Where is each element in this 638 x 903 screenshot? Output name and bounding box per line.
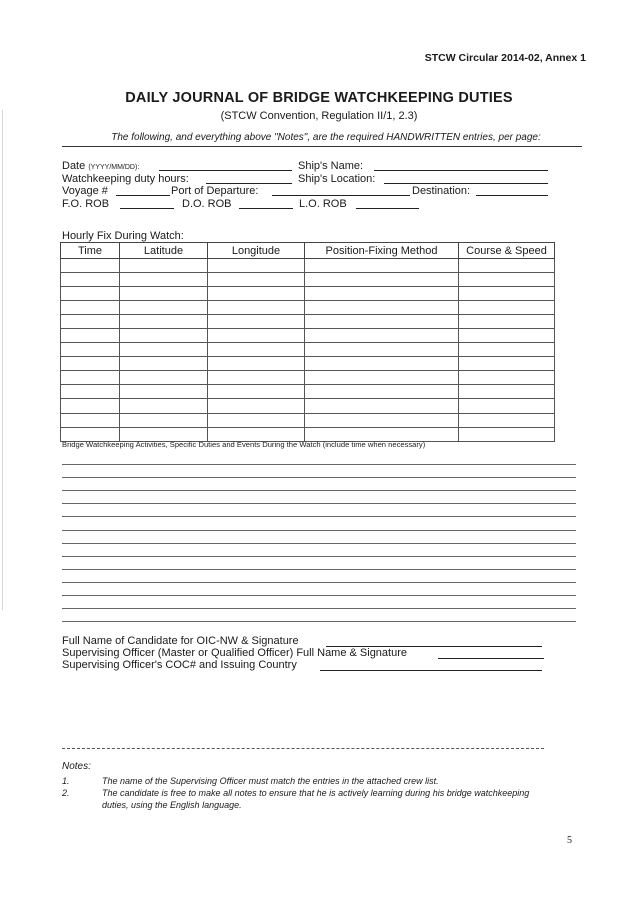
table-cell[interactable] (305, 315, 459, 329)
table-cell[interactable] (208, 427, 305, 441)
table-cell[interactable] (61, 259, 120, 273)
form-title: DAILY JOURNAL OF BRIDGE WATCHKEEPING DUTIES (125, 90, 513, 106)
activity-writing-line[interactable] (62, 595, 576, 596)
date-field[interactable] (159, 170, 292, 171)
table-cell[interactable] (208, 413, 305, 427)
table-cell[interactable] (459, 301, 555, 315)
activity-writing-line[interactable] (62, 530, 576, 531)
date-format-label: (YYYY/MM/DD): (88, 164, 140, 171)
form-subtitle: (STCW Convention, Regulation II/1, 2.3) (220, 110, 418, 122)
table-cell[interactable] (459, 329, 555, 343)
table-cell[interactable] (61, 357, 120, 371)
table-row (61, 371, 555, 385)
table-row (61, 273, 555, 287)
table-cell[interactable] (120, 329, 208, 343)
table-row (61, 385, 555, 399)
table-cell[interactable] (208, 259, 305, 273)
table-cell[interactable] (61, 315, 120, 329)
table-cell[interactable] (305, 427, 459, 441)
activity-writing-line[interactable] (62, 582, 576, 583)
field-row-voyage (62, 185, 562, 198)
table-cell[interactable] (120, 301, 208, 315)
activity-writing-line[interactable] (62, 464, 576, 465)
table-cell[interactable] (459, 357, 555, 371)
table-cell[interactable] (208, 329, 305, 343)
table-cell[interactable] (61, 301, 120, 315)
supervisor-signature-field[interactable] (438, 658, 544, 659)
ships-location-field[interactable] (384, 183, 548, 184)
table-cell[interactable] (120, 343, 208, 357)
column-header-method: Position-Fixing Method (305, 243, 459, 259)
lo-rob-label: L.O. ROB (299, 197, 347, 210)
table-cell[interactable] (208, 371, 305, 385)
ships-name-field[interactable] (374, 170, 548, 171)
table-cell[interactable] (459, 413, 555, 427)
activities-label: Bridge Watchkeeping Activities, Specific Duties and Events During the Watch (include time when necessary) (62, 440, 426, 449)
activity-writing-line[interactable] (62, 516, 576, 517)
table-cell[interactable] (459, 343, 555, 357)
table-row (61, 315, 555, 329)
table-cell[interactable] (61, 343, 120, 357)
port-departure-label: Port of Departure: (171, 185, 259, 197)
date-label: Date (62, 160, 86, 172)
table-cell[interactable] (305, 413, 459, 427)
table-row (61, 399, 555, 413)
table-cell[interactable] (61, 329, 120, 343)
table-cell[interactable] (120, 259, 208, 273)
column-header-course-speed: Course & Speed (459, 243, 555, 259)
notes-divider (62, 748, 544, 749)
table-row (61, 329, 555, 343)
table-cell[interactable] (120, 287, 208, 301)
table-cell[interactable] (305, 357, 459, 371)
table-cell[interactable] (459, 273, 555, 287)
hourly-fix-rows (61, 259, 555, 442)
table-cell[interactable] (61, 413, 120, 427)
table-cell[interactable] (208, 273, 305, 287)
table-cell[interactable] (305, 259, 459, 273)
table-cell[interactable] (208, 399, 305, 413)
candidate-signature-label: Full Name of Candidate for OIC-NW & Signature (62, 635, 299, 647)
note-number: 2. (62, 788, 70, 798)
table-cell[interactable] (61, 427, 120, 441)
table-row (61, 301, 555, 315)
watch-hours-field[interactable] (206, 183, 292, 184)
table-cell[interactable] (208, 385, 305, 399)
table-cell[interactable] (208, 315, 305, 329)
field-row-hours (62, 173, 562, 186)
voyage-field[interactable] (116, 195, 170, 196)
fo-rob-label: F.O. ROB (62, 197, 110, 210)
table-cell[interactable] (459, 427, 555, 441)
voyage-details (62, 160, 562, 210)
activity-writing-line[interactable] (62, 621, 576, 622)
do-rob-label: D.O. ROB (182, 197, 232, 210)
table-cell[interactable] (305, 301, 459, 315)
table-cell[interactable] (61, 287, 120, 301)
table-cell[interactable] (305, 399, 459, 413)
activity-writing-line[interactable] (62, 503, 576, 504)
table-row (61, 357, 555, 371)
table-cell[interactable] (120, 427, 208, 441)
activity-writing-line[interactable] (62, 543, 576, 544)
table-cell[interactable] (208, 343, 305, 357)
lo-rob-field[interactable] (356, 208, 419, 209)
table-cell[interactable] (61, 273, 120, 287)
voyage-label: Voyage # (62, 185, 108, 197)
ships-location-label: Ship's Location: (298, 172, 376, 185)
page-number: 5 (567, 835, 572, 846)
table-row (61, 413, 555, 427)
table-cell[interactable] (459, 371, 555, 385)
supervisor-signature-label: Supervising Officer (Master or Qualified Officer) Full Name & Signature (62, 647, 408, 659)
ships-name-label: Ship's Name: (298, 160, 364, 172)
table-row (61, 427, 555, 441)
table-cell[interactable] (459, 287, 555, 301)
table-row (61, 343, 555, 357)
table-cell[interactable] (61, 371, 120, 385)
hourly-fix-label: Hourly Fix During Watch: (62, 230, 184, 242)
notes-title: Notes: (62, 761, 91, 772)
table-cell[interactable] (208, 357, 305, 371)
note-text: The name of the Supervising Officer must match the entries in the attached crew list. (102, 776, 439, 786)
activity-writing-line[interactable] (62, 569, 576, 570)
table-header-row (61, 243, 555, 259)
table-cell[interactable] (120, 413, 208, 427)
destination-field[interactable] (476, 195, 548, 196)
table-cell[interactable] (459, 259, 555, 273)
fo-rob-field[interactable] (120, 208, 174, 209)
table-row (61, 287, 555, 301)
table-cell[interactable] (120, 273, 208, 287)
note-number: 1. (62, 776, 70, 786)
table-cell[interactable] (61, 385, 120, 399)
table-cell[interactable] (208, 301, 305, 315)
table-cell[interactable] (305, 343, 459, 357)
table-cell[interactable] (459, 385, 555, 399)
table-cell[interactable] (120, 385, 208, 399)
table-cell[interactable] (305, 273, 459, 287)
circular-reference: STCW Circular 2014-02, Annex 1 (424, 52, 586, 64)
note-text: The candidate is free to make all notes to ensure that he is actively learning during his bridge watchkeeping duties, using the English language. (102, 788, 530, 810)
coc-label: Supervising Officer's COC# and Issuing Country (62, 659, 297, 671)
field-row-rob (62, 198, 562, 211)
table-cell[interactable] (120, 315, 208, 329)
table-cell[interactable] (305, 371, 459, 385)
watch-hours-label: Watchkeeping duty hours: (62, 172, 189, 185)
hourly-fix-table (60, 242, 555, 442)
table-cell[interactable] (305, 329, 459, 343)
activity-writing-line[interactable] (62, 477, 576, 478)
field-row-date (62, 160, 562, 173)
table-cell[interactable] (120, 371, 208, 385)
activity-writing-line[interactable] (62, 608, 576, 609)
column-header-latitude: Latitude (120, 243, 208, 259)
activity-writing-line[interactable] (62, 490, 576, 491)
do-rob-field[interactable] (239, 208, 293, 209)
table-cell[interactable] (120, 399, 208, 413)
scan-margin-mark (2, 110, 3, 610)
table-cell[interactable] (61, 399, 120, 413)
table-cell[interactable] (305, 385, 459, 399)
handwritten-instruction: The following, and everything above "Notes", are the required HANDWRITTEN entries, per page: (111, 132, 541, 143)
table-cell[interactable] (208, 287, 305, 301)
header-divider (62, 146, 582, 147)
port-departure-field[interactable] (272, 195, 410, 196)
column-header-longitude: Longitude (208, 243, 305, 259)
coc-field[interactable] (320, 670, 542, 671)
activity-writing-line[interactable] (62, 556, 576, 557)
table-row (61, 259, 555, 273)
column-header-time: Time (61, 243, 120, 259)
table-cell[interactable] (305, 287, 459, 301)
destination-label: Destination: (412, 185, 471, 197)
table-cell[interactable] (459, 399, 555, 413)
table-cell[interactable] (120, 357, 208, 371)
table-cell[interactable] (459, 315, 555, 329)
